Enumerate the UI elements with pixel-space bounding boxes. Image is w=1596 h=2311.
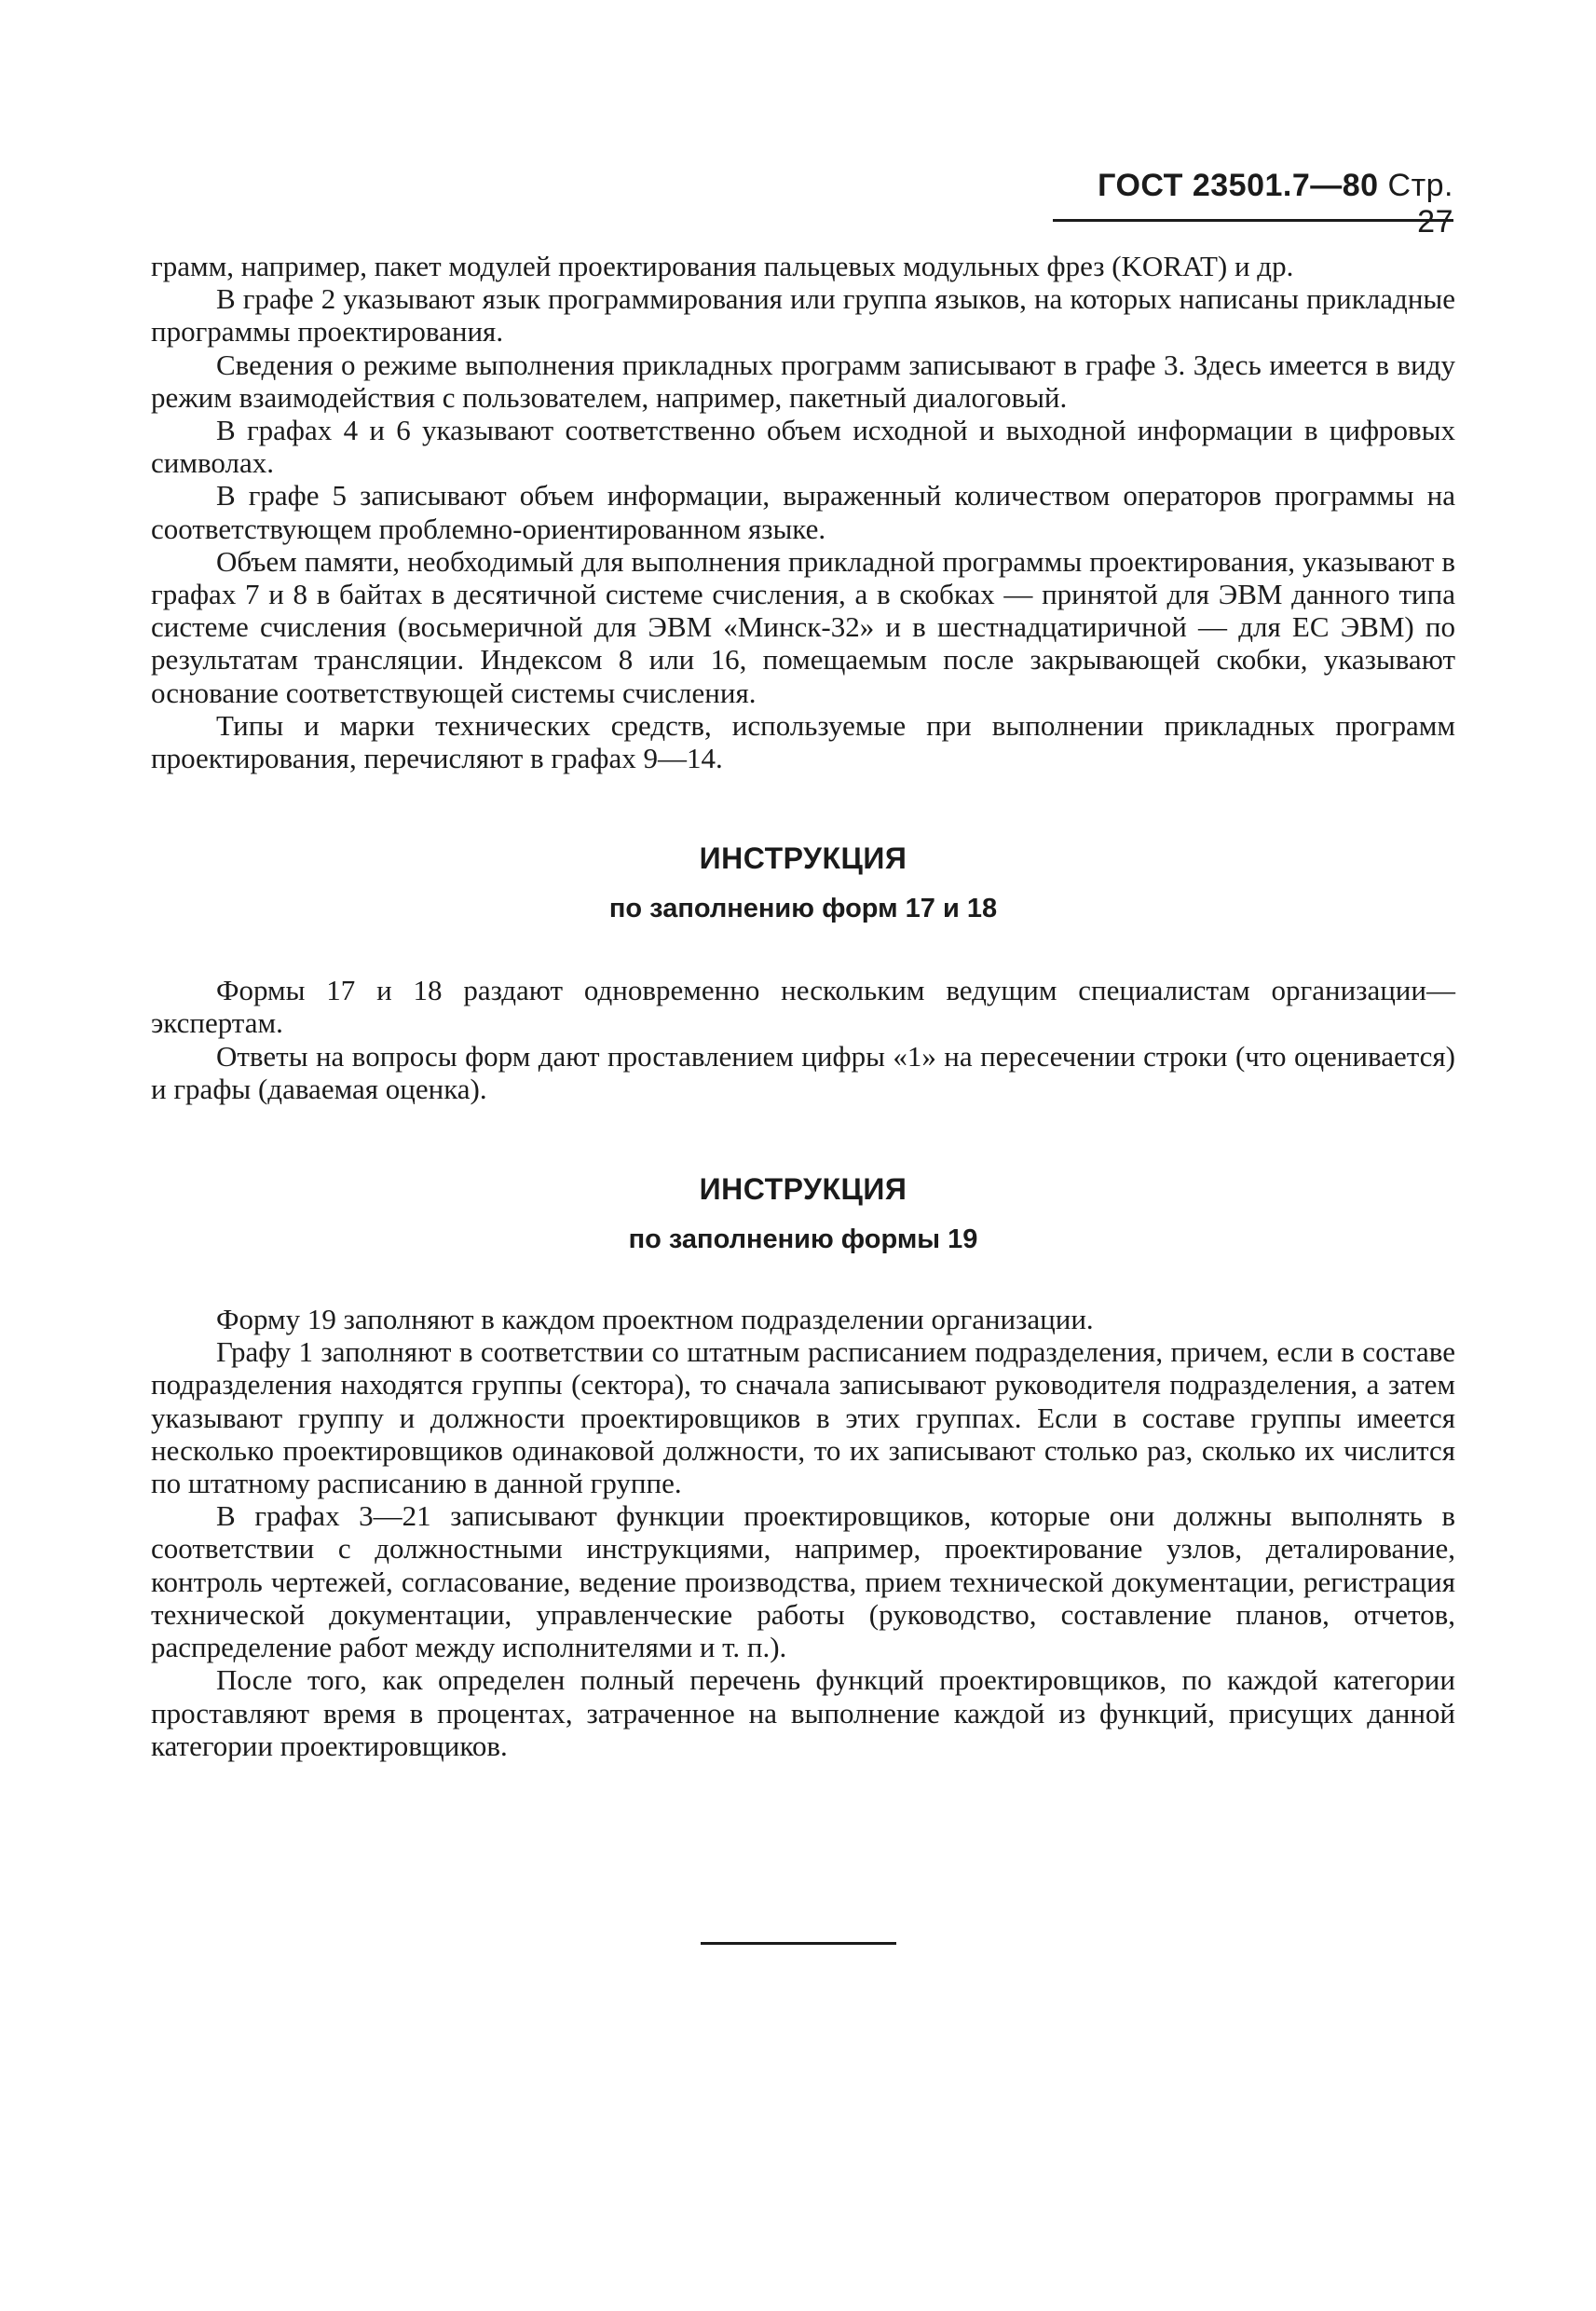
paragraph: Форму 19 заполняют в каждом проектном подразделении организации. (216, 1303, 1094, 1336)
paragraph: Графу 1 заполняют в соответствии со штатным расписанием подразделения, причем, если в составе подразделения находятся группы (сектора), то сначала записывают руководителя подразделения, а затем указывают группу и должности проектировщиков в этих группах. Если в составе группы имеется несколько проектировщиков одинаковой должности, то их записывают столько раз, сколько их числится по штатному расписанию в данной группе. (151, 1335, 1455, 1500)
paragraph: В графе 5 записывают объем информации, выраженный количеством операторов программы на соответствующем проблемно-ориентированном языке. (151, 479, 1455, 545)
paragraph: В графах 4 и 6 указывают соответственно объем исходной и выходной информации в цифровых символах. (151, 414, 1455, 480)
section-heading-form-19 (151, 1170, 1455, 1258)
end-rule (701, 1942, 896, 1945)
page-number: Стр. 27 (1387, 168, 1453, 239)
intro-section (151, 250, 1455, 774)
header-rule (1053, 219, 1453, 222)
paragraph: Ответы на вопросы форм дают проставлением цифры «1» на пересечении строки (что оценивается) и графы (даваемая оценка). (151, 1039, 1455, 1105)
section-heading-forms-17-18 (151, 840, 1455, 927)
paragraph: В графе 2 указывают язык программирования или группа языков, на которых написаны прикладные программы проектирования. (151, 282, 1455, 349)
page-body (151, 250, 1455, 1762)
form-19-section (151, 1303, 1455, 1762)
section-title: ИНСТРУКЦИЯ (699, 841, 907, 876)
paragraph: В графах 3—21 записывают функции проектировщиков, которые они должны выполнять в соответствии с должностными инструкциями, например, проектирование узлов, деталирование, контроль чертежей, согласование, ведение производства, прием технической документации, регистрация технической документации, управленческие работы (руководство, составление планов, отчетов, распределение работ между исполнителями и т. п.). (151, 1499, 1455, 1664)
page-header (1053, 168, 1453, 240)
paragraph: Объем памяти, необходимый для выполнения прикладной программы проектирования, указывают в графах 7 и 8 в байтах в десятичной системе счисления, а в скобках — принятой для ЭВМ данного типа системе счисления (восьмеричной для ЭВМ «Минск-32» и в шестнадцатиричной — для ЕС ЭВМ) по результатам трансляции. Индексом 8 или 16, помещаемым после закрывающей скобки, указывают основание соответствующей системы счисления. (151, 544, 1455, 709)
section-title: ИНСТРУКЦИЯ (699, 1172, 907, 1207)
paragraph: Сведения о режиме выполнения прикладных программ записывают в графе 3. Здесь имеется в виду режим взаимодействия с пользователем, например, пакетный диалоговый. (151, 348, 1455, 414)
section-subtitle: по заполнению форм 17 и 18 (608, 894, 998, 924)
section-subtitle: по заполнению формы 19 (628, 1224, 978, 1255)
continuation-paragraph: грамм, например, пакет модулей проектирования пальцевых модульных фрез (KORAT) и др. (151, 250, 1294, 282)
document-code: ГОСТ 23501.7—80 (1098, 168, 1379, 203)
paragraph: После того, как определен полный перечень функций проектировщиков, по каждой категории проставляют время в процентах, затраченное на выполнение каждой из функций, присущих данной категории проектировщиков. (151, 1663, 1455, 1762)
paragraph: Типы и марки технических средств, используемые при выполнении прикладных программ проектирования, перечисляют в графах 9—14. (151, 708, 1455, 775)
paragraph: Формы 17 и 18 раздают одновременно нескольким ведущим специалистам организации—экспертам. (151, 974, 1455, 1040)
forms-17-18-section (151, 974, 1455, 1105)
